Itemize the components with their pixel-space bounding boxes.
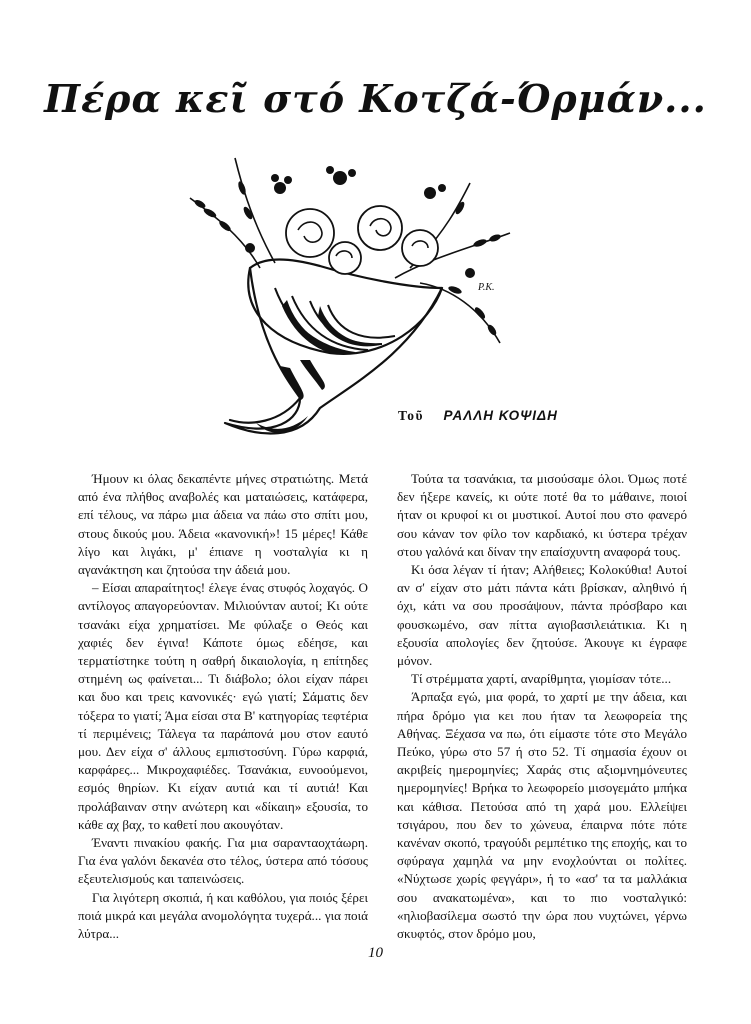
paragraph: Ήμουν κι όλας δεκαπέντε μήνες στρατιώτης. Μετά από ένα πλήθος αναβολές και ματαιώσεις, κατάφερα, επί τέλους, να πάρω μια άδεια να πάω στο σπίτι μου, στους δικούς μου. Άδεια «κανονική»! 15 μέρες! Κάθε λίγο και λιγάκι, μ' έπιανε η νοσταλγία κι η αγανάκτηση και ζητούσα την άδειά μου. (78, 471, 368, 578)
byline (398, 408, 558, 424)
paragraph: Για λιγότερη σκοπιά, ή και καθόλου, για ποιός ξέρει ποιά μικρά και μεγάλα ανομολόγητα τυχερά... για ποιά λύτρα... (78, 889, 368, 942)
page-title: Πέρα κεῖ στό Κοτζά-Όρμάν... (44, 76, 707, 121)
byline-author: ΡΑΛΛΗ ΚΟΨΙΔΗ (443, 408, 558, 423)
right-column (397, 470, 687, 943)
illustration-signature: P.K. (478, 282, 495, 293)
paragraph: Άρπαξα εγώ, μια φορά, το χαρτί με την άδεια, και πήρα δρόμο για κει που ήταν τα λεωφορεία της Αθήνας. Ξέχασα να πω, ότι είμαστε τότε στο Μεγάλο Πεύκο, γύρω στο 57 ή στο 52. Τί σημασία έχουν οι ακριβείς ημερομηνίες; Χαράς στις αξιομνημόνευτες ημερομηνίες! Βρήκα το λεωφορείο μισογεμάτο μπήκα και κάθισα. Πετούσα από τη χαρά μου. Ελλείψει τσιγάρου, που δεν το χώνευα, έπαιρνα πότε πότε κανέναν σκοπό, τραγούδι ρεμπέτικο της εποχής, και το σφύραγα χαμηλά να μην ενοχλούνται οι πολίτες. «Νύχτωσε χωρίς φεγγάρι», ή το «ασ' τα τα μαλλάκια σου ανακατωμένα», και το πιο νοσταλγικό: «ηλιοβασίλεμα σωστό την ώρα που νυχτώνει, γέρνω σκυφτός, στον δρόμο μου, (397, 689, 687, 942)
page-number: 10 (368, 945, 383, 961)
paragraph: Τί στρέμματα χαρτί, αναρίθμητα, γιομίσαν τότε... (411, 671, 672, 687)
paragraph: – Είσαι απαραίτητος! έλεγε ένας στυφός λοχαγός. Ο αντίλογος απαγορεύονταν. Μιλιούνταν αυτοί; Κι ούτε τσανάκι είχα χρηματίσει. Με φύλαξε ο Θεός και χαφιές δεν έγινα! Κάποτε όμως εδέησε, και τερματίστηκε τούτη η σαθρή δικαιολογία, η επίτηδες στημένη ως φαίνεται... Τι διάβολο; όλοι είχαν πάρει και δυο και τρεις κανονικές· εγώ γιατί; Σάματις δεν τόξερα το γιατί; Άμα είσαι στα Β' κατηγορίας τεφτέρια τί περιμένεις; Τάλεγα τα παράπονά μου στον εαυτό μου. Δεν είχα σ' άλλους εμπιστοσύνη. Γύρω καρφιά, καρφάρες... Μικροχαφιέδες. Τσανάκια, ευνοούμενοι, εσμός θηρίων. Κι είχαν αυτιά και τί αυτιά! Και προλάβαιναν στην ανώτερη και «δίκαιη» εξουσία, το κάθε αχ βαχ, το καθετί που ακουγόταν. (78, 580, 368, 832)
left-column (78, 470, 368, 943)
paragraph: Τούτα τα τσανάκια, τα μισούσαμε όλοι. Όμως ποτέ δεν ήξερε κανείς, κι ούτε ποτέ θα το μάθαινε, ποιοί ήταν οι κρυφοί κι οι μυστικοί. Αυτοί που στο φανερό σου κάναν τον φίλο τον καρδιακό, κι ύστερα τρέχαν στου γαλόνά και δίναν την επαίσχυντη αναφορά τους. (397, 471, 687, 559)
byline-prefix: Τοῦ (398, 408, 425, 423)
paragraph: Έναντι πινακίου φακής. Για μια σαρανταοχτάωρη. Για ένα γαλόνι δεκανέα στο τέλος, ύστερα από τόσους εξευτελισμούς και ταπεινώσεις. (78, 835, 368, 887)
paragraph: Κι όσα λέγαν τί ήταν; Αλήθειες; Κολοκύθια! Αυτοί αν σ' είχαν στο μάτι πάντα κάτι βρίσκαν, αληθινό ή όχι, κάτι να σου προσάψουν, πάντα πρόσβαρο και φουσκωμένο, σαν πίττα αγιοβασιλειάτικια. Κι η εξουσία απολογίες δεν ζητούσε. Άκουγε κι έγραφε μόνον. (397, 562, 687, 669)
